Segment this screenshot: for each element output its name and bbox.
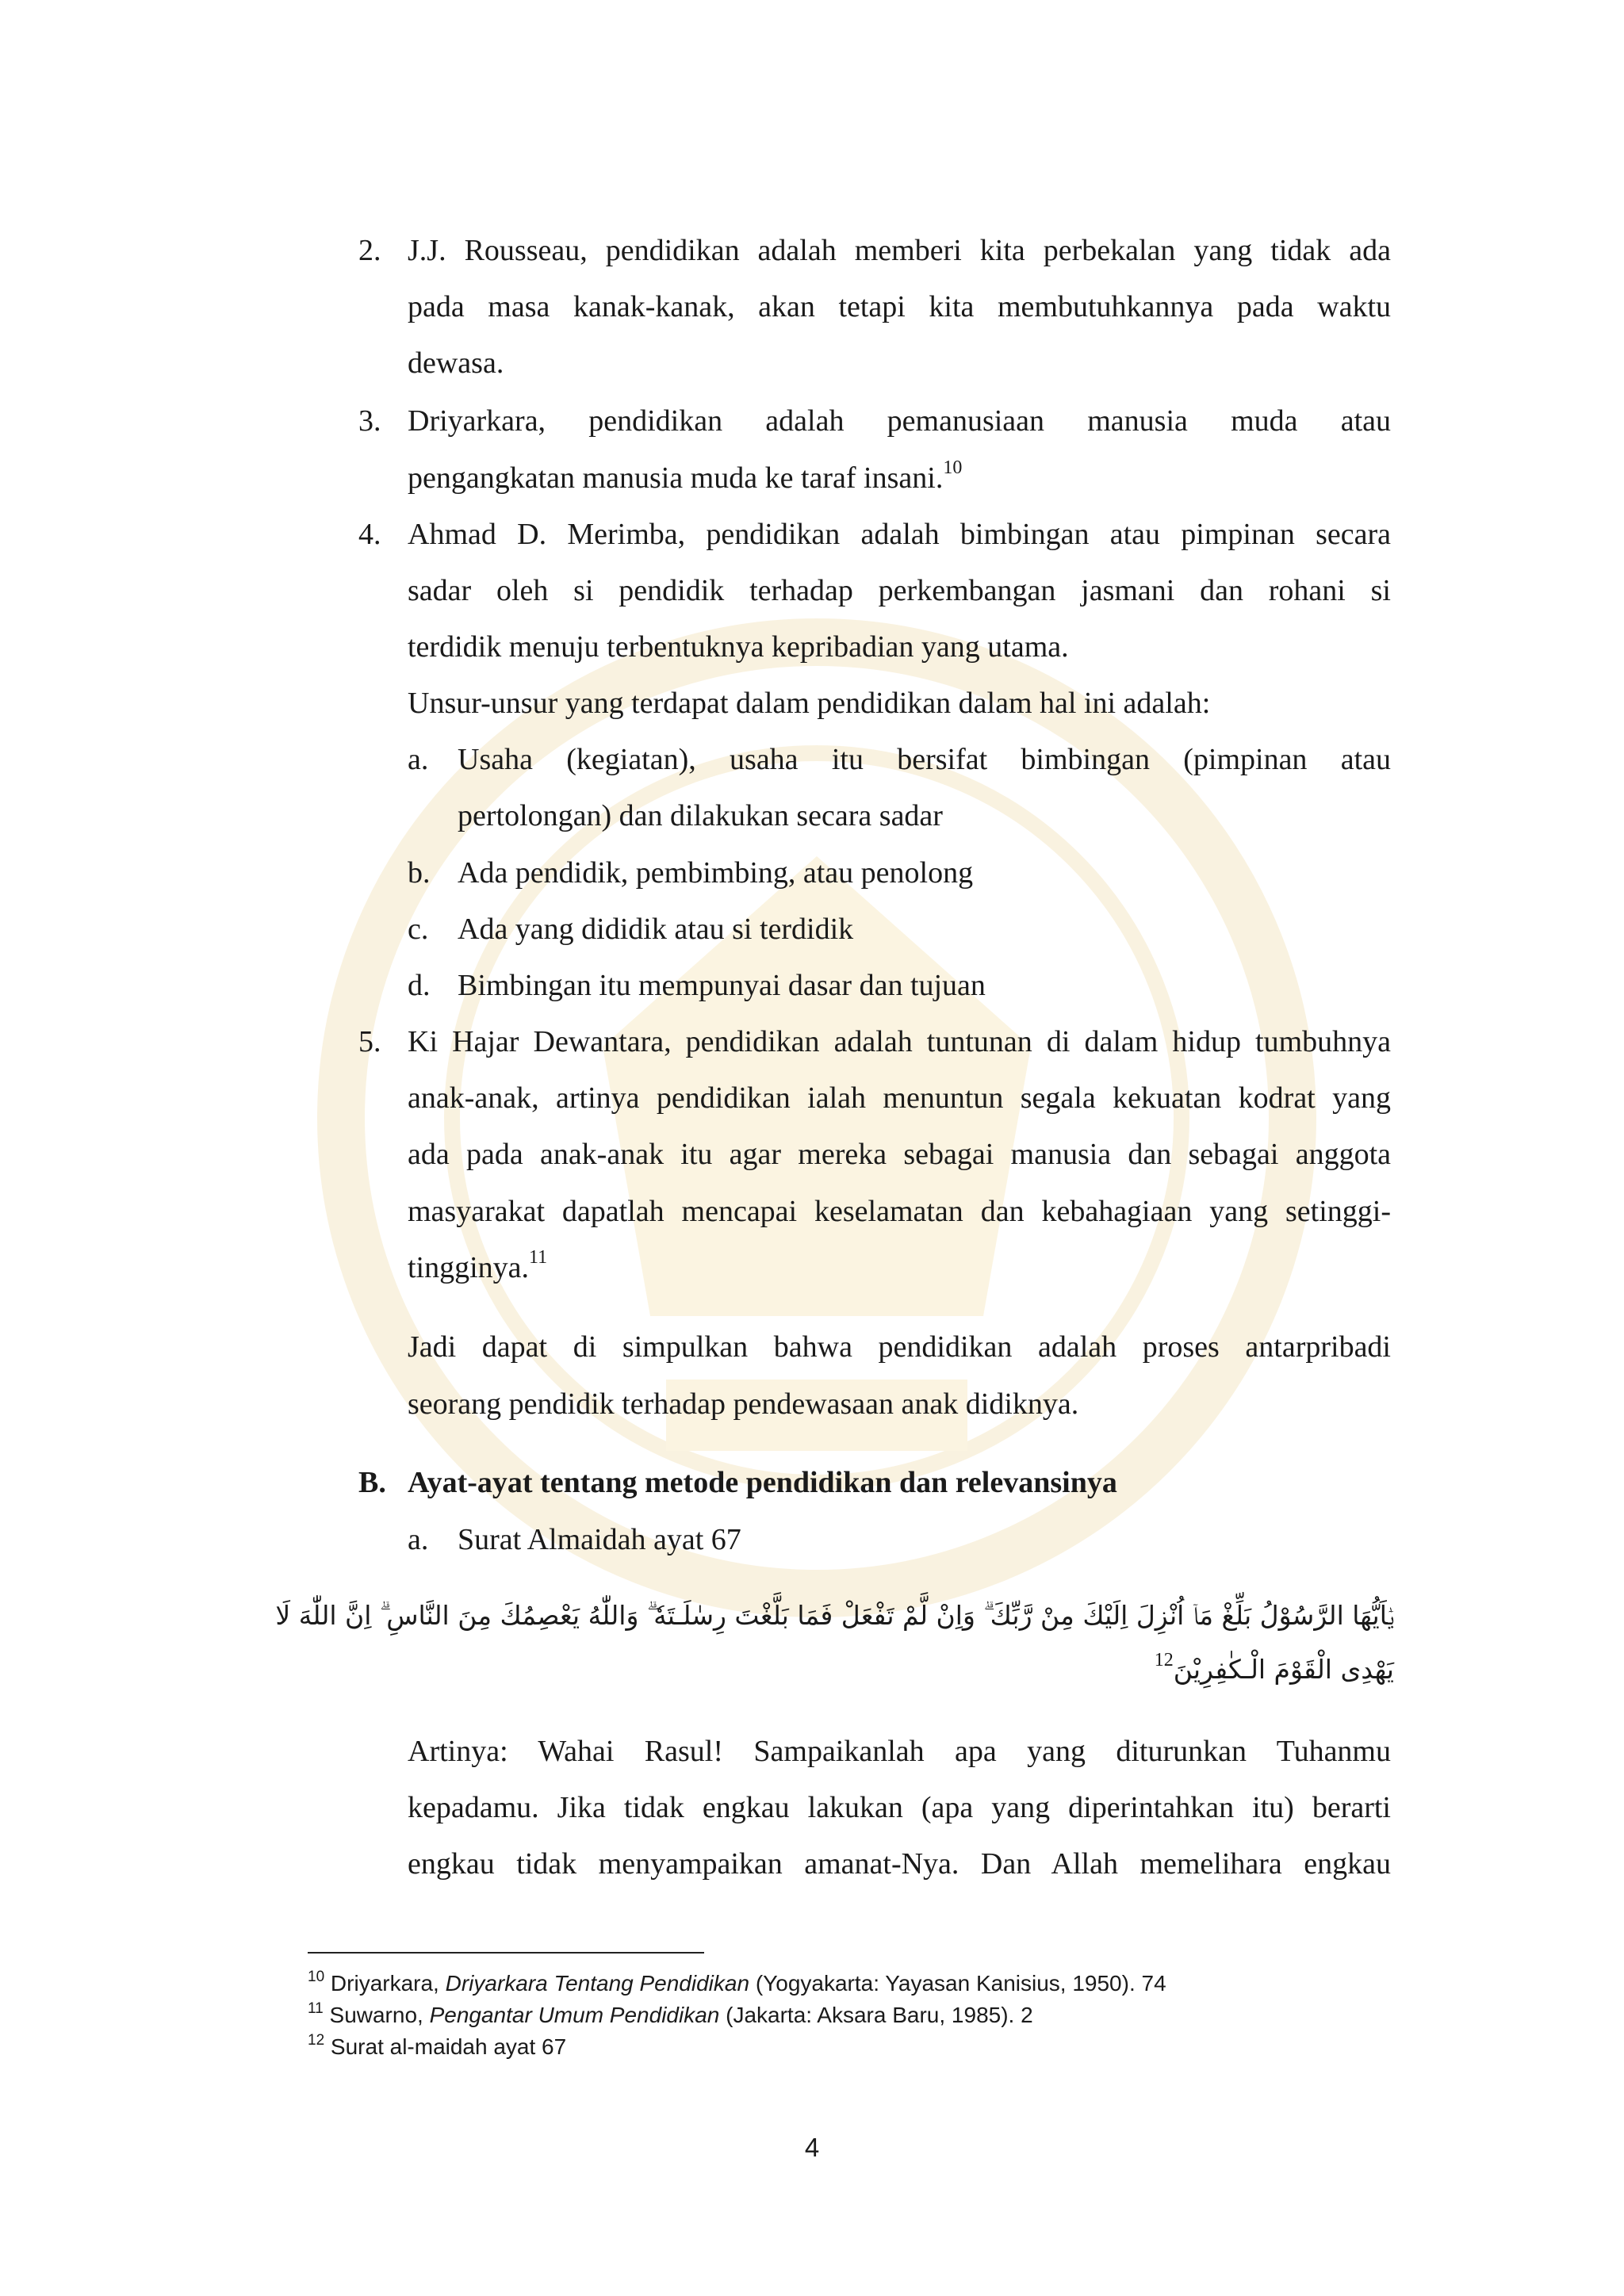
list-item-5-line-4: masyarakat dapatlah mencapai keselamatan dan kebahagiaan yang setinggi-: [408, 1195, 1391, 1228]
list-number: 3.: [358, 404, 381, 438]
footnote-ref: 11: [529, 1247, 548, 1269]
conclusion-line-1: Jadi dapat di simpulkan bahwa pendidikan adalah proses antarpribadi: [408, 1330, 1391, 1364]
list-item-3-line-1: Driyarkara, pendidikan adalah pemanusiaan manusia muda atau: [408, 404, 1391, 438]
sublist-d: Bimbingan itu mempunyai dasar dan tujuan: [458, 969, 986, 1002]
subsection-letter: a.: [408, 1523, 429, 1556]
subsection-title: Surat Almaidah ayat 67: [458, 1523, 741, 1556]
sublist-letter: d.: [408, 969, 431, 1002]
list-item-4-line-1: Ahmad D. Merimba, pendidikan adalah bimbingan atau pimpinan secara: [408, 518, 1391, 551]
list-item-4-line-3: terdidik menuju terbentuknya kepribadian yang utama.: [408, 630, 1069, 664]
section-letter: B.: [358, 1466, 386, 1499]
footnote-10: $^{10}$ Driyarkara, Driyarkara Tentang Pendidikan (Yogyakarta: Yayasan Kanisius, 1950). 74: [308, 1968, 1166, 1996]
sublist-letter: a.: [408, 743, 429, 776]
sublist-letter: b.: [408, 856, 431, 890]
list-number: 5.: [358, 1025, 381, 1058]
footnote-ref: 10: [943, 457, 963, 479]
list-number: 4.: [358, 518, 381, 551]
section-heading: Ayat-ayat tentang metode pendidikan dan relevansinya: [408, 1466, 1117, 1499]
sublist-letter: c.: [408, 913, 429, 946]
arabic-verse-line-1: يٰۤاَيُّهَا الرَّسُوْلُ بَلِّغْ مَاۤ اُنْزِلَ اِلَيْكَ مِنْ رَّبِّكَ ۗ وَاِنْ لَّمْ تَفْعَلْ فَمَا بَلَّغْتَ رِسٰلَـتَهٗ ۗ وَاللّٰهُ يَعْصِمُكَ مِنَ النَّاسِ ۗ اِنَّ اللّٰهَ لَا: [275, 1600, 1394, 1631]
translation-line-2: kepadamu. Jika tidak engkau lakukan (apa yang diperintahkan itu) berarti: [408, 1791, 1391, 1824]
list-item-4-line-2: sadar oleh si pendidik terhadap perkembangan jasmani dan rohani si: [408, 574, 1391, 607]
sublist-c: Ada yang dididik atau si terdidik: [458, 913, 854, 946]
footnote-12: $^{12}$ Surat al-maidah ayat 67: [308, 2031, 567, 2059]
footnote-separator: [308, 1952, 704, 1954]
list-number: 2.: [358, 234, 381, 267]
list-item-3-line-2: pengangkatan manusia muda ke taraf insani.$^{10}$: [408, 457, 963, 495]
list-item-2-line-3: dewasa.: [408, 346, 504, 380]
sublist-a-line-2: pertolongan) dan dilakukan secara sadar: [458, 799, 943, 832]
list-item-2-line-2: pada masa kanak-kanak, akan tetapi kita membutuhkannya pada waktu: [408, 290, 1391, 323]
translation-line-3: engkau tidak menyampaikan amanat-Nya. Dan Allah memelihara engkau: [408, 1847, 1391, 1881]
footnote-ref: 12: [1154, 1650, 1174, 1670]
translation-line-1: Artinya: Wahai Rasul! Sampaikanlah apa yang diturunkan Tuhanmu: [408, 1735, 1391, 1768]
list-item-2-line-1: J.J. Rousseau, pendidikan adalah memberi kita perbekalan yang tidak ada: [408, 234, 1391, 267]
unsur-intro: Unsur-unsur yang terdapat dalam pendidikan dalam hal ini adalah:: [408, 687, 1211, 720]
page-number: 4: [804, 2133, 820, 2162]
arabic-verse-line-2: يَهْدِى الْقَوْمَ الْـكٰفِرِيْنَ$^{12}$: [1154, 1650, 1394, 1685]
sublist-a-line-1: Usaha (kegiatan), usaha itu bersifat bimbingan (pimpinan atau: [458, 743, 1391, 776]
list-item-5-line-1: Ki Hajar Dewantara, pendidikan adalah tuntunan di dalam hidup tumbuhnya: [408, 1025, 1391, 1058]
list-item-5-line-5: tingginya.$^{11}$: [408, 1247, 548, 1284]
list-item-5-line-2: anak-anak, artinya pendidikan ialah menuntun segala kekuatan kodrat yang: [408, 1081, 1391, 1115]
conclusion-line-2: seorang pendidik terhadap pendewasaan anak didiknya.: [408, 1387, 1079, 1421]
list-item-5-line-3: ada pada anak-anak itu agar mereka sebagai manusia dan sebagai anggota: [408, 1138, 1391, 1171]
footnote-11: $^{11}$ Suwarno, Pengantar Umum Pendidikan (Jakarta: Aksara Baru, 1985). 2: [308, 1999, 1033, 2027]
sublist-b: Ada pendidik, pembimbing, atau penolong: [458, 856, 974, 890]
